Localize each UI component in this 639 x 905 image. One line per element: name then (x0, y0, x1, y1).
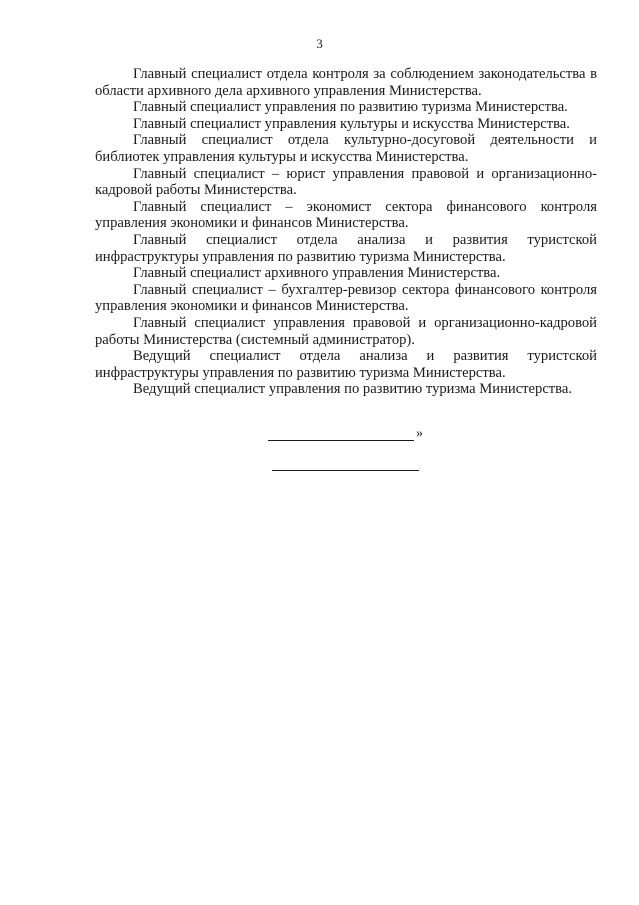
end-separator-line (272, 470, 419, 471)
position-item: Ведущий специалист управления по развитию туризма Министерства. (133, 381, 573, 398)
position-item: Главный специалист отдела контроля за соблюдением законодательства в области архивного дела архивного управления Министерства. (95, 66, 597, 99)
position-item: Главный специалист архивного управления Министерства. (133, 265, 501, 282)
closing-quote: » (416, 426, 423, 441)
position-item: Ведущий специалист отдела анализа и развития туристской инфраструктуры управления по развитию туризма Министерства. (95, 348, 597, 381)
page-number: 3 (316, 36, 323, 51)
position-item: Главный специалист – юрист управления правовой и организационно-кадровой работы Министерства. (95, 165, 597, 199)
position-item: Главный специалист управления по развитию туризма Министерства. (133, 99, 568, 116)
position-item: Главный специалист – экономист сектора финансового контроля управления экономики и финансов Министерства. (95, 198, 597, 232)
position-item: Главный специалист – бухгалтер-ревизор сектора финансового контроля управления экономики и финансов Министерства. (95, 281, 597, 315)
position-item: Главный специалист управления правовой и организационно-кадровой работы Министерства (системный администратор). (95, 314, 597, 348)
position-item: Главный специалист отдела анализа и развития туристской инфраструктуры управления по развитию туризма Министерства. (95, 231, 597, 265)
position-list (95, 66, 597, 398)
closing-line (268, 426, 428, 446)
position-item: Главный специалист отдела культурно-досуговой деятельности и библиотек управления культуры и искусства Министерства. (95, 132, 597, 165)
position-item: Главный специалист управления культуры и искусства Министерства. (133, 115, 570, 132)
closing-underline (268, 440, 414, 441)
